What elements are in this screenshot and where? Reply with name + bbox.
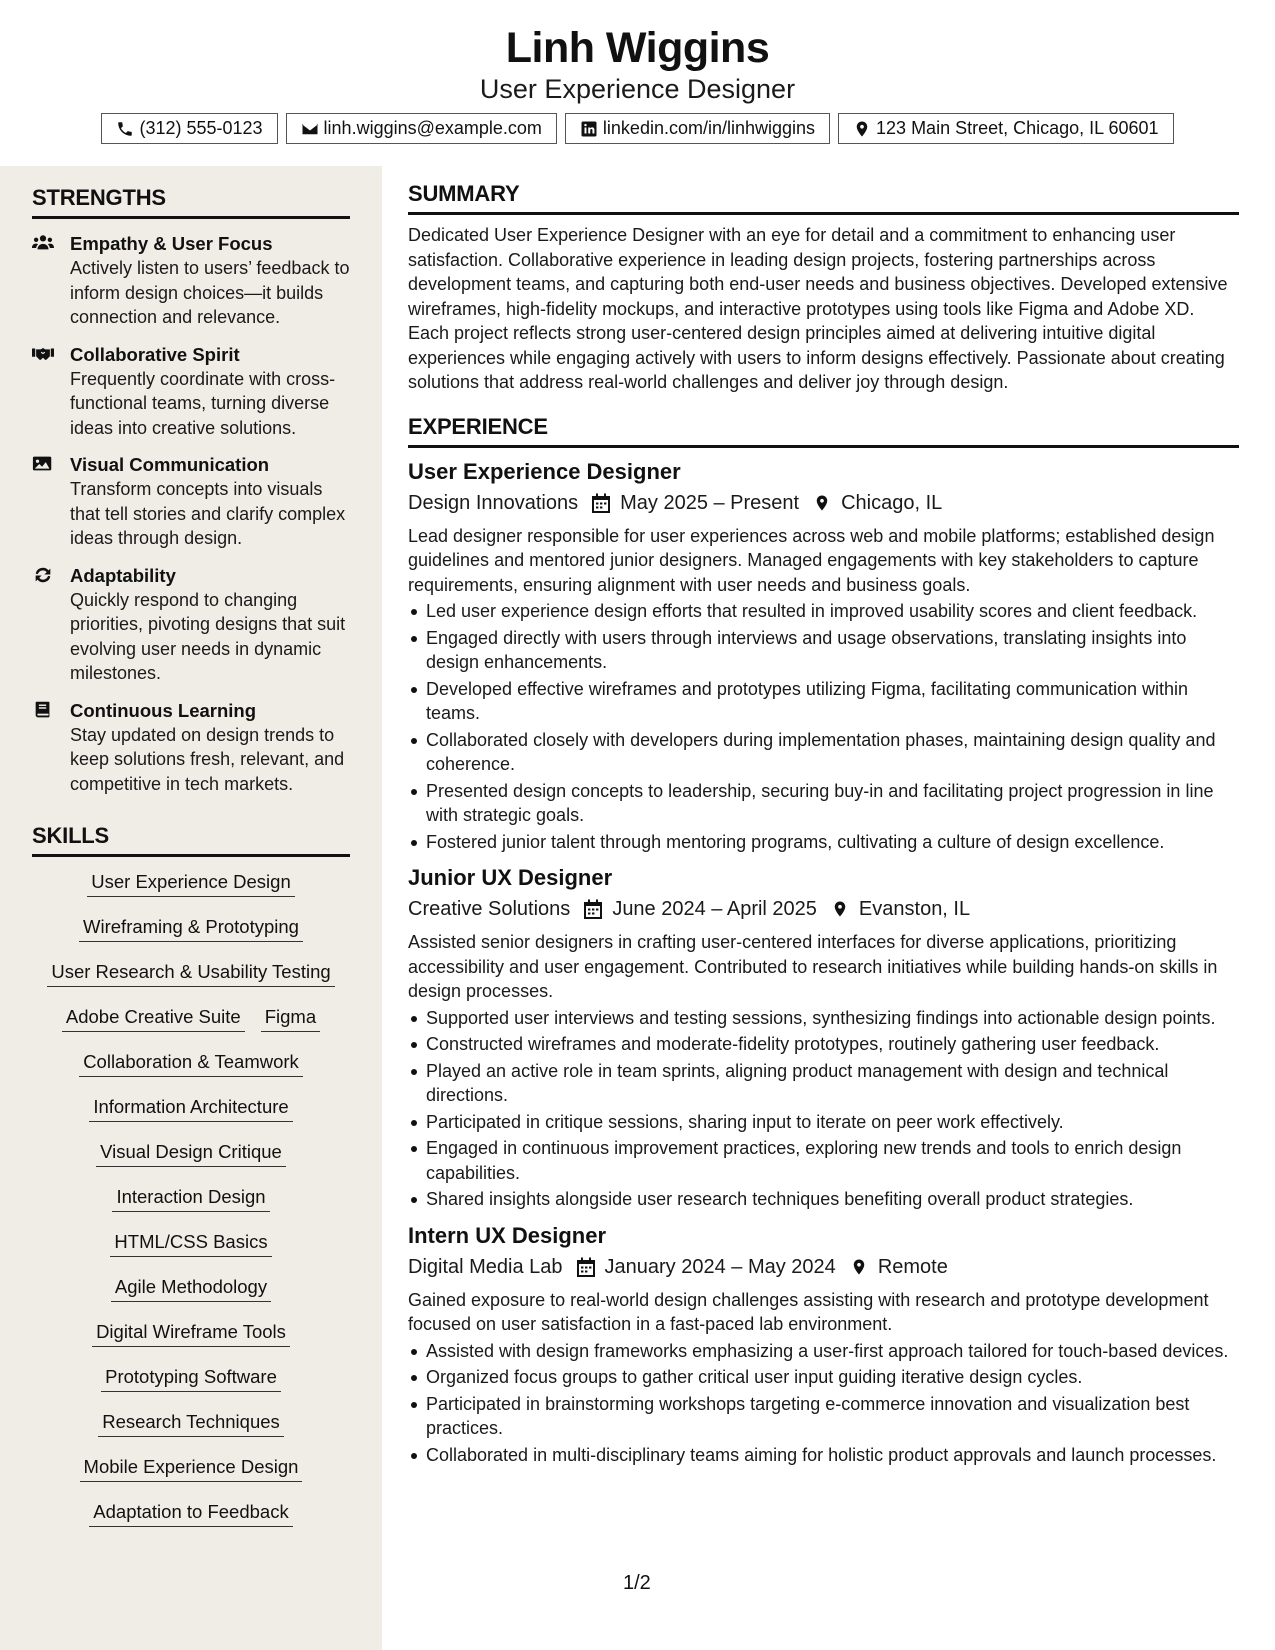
job-meta — [408, 1254, 1239, 1280]
calendar-icon — [584, 899, 602, 919]
job-bullet: Collaborated closely with developers during implementation phases, maintaining design quality and coherence. — [408, 728, 1239, 777]
skill-tag: Information Architecture — [89, 1094, 292, 1122]
skill-tag: User Research & Usability Testing — [47, 959, 334, 987]
contact-phone-text: (312) 555-0123 — [139, 118, 263, 138]
skill-tag: Agile Methodology — [111, 1274, 271, 1302]
skill-tag: Wireframing & Prototyping — [79, 914, 303, 942]
contact-address-text: 123 Main Street, Chicago, IL 60601 — [876, 118, 1159, 138]
skill-tag: Visual Design Critique — [96, 1139, 286, 1167]
handshake-icon — [32, 344, 54, 364]
job-bullet: Developed effective wireframes and prototypes utilizing Figma, facilitating communication within teams. — [408, 677, 1239, 726]
map-pin-icon — [831, 899, 849, 919]
strength-desc: Stay updated on design trends to keep solutions fresh, relevant, and competitive in tech markets. — [70, 724, 345, 794]
job-bullet: Organized focus groups to gather critical user input guiding iterative design cycles. — [408, 1365, 1239, 1390]
job-title: Intern UX Designer — [408, 1222, 607, 1248]
job-company: Digital Media Lab — [408, 1255, 563, 1278]
skill-tag: HTML/CSS Basics — [110, 1229, 271, 1257]
strength-title: Empathy & User Focus — [70, 233, 273, 254]
skill-tag: User Experience Design — [87, 869, 294, 897]
skill-tag: Research Techniques — [98, 1409, 284, 1437]
main-column — [408, 180, 1239, 1467]
contact-email[interactable] — [286, 113, 557, 144]
job-entry — [408, 864, 1239, 1212]
summary-title: SUMMARY — [408, 180, 1239, 215]
skill-tag: Mobile Experience Design — [80, 1454, 303, 1482]
job-bullet: Presented design concepts to leadership, securing buy-in and facilitating project progression in line with strategic goals. — [408, 779, 1239, 828]
candidate-name: Linh Wiggins — [505, 24, 770, 72]
job-bullet: Supported user interviews and testing sessions, synthesizing findings into actionable design points. — [408, 1006, 1239, 1031]
map-pin-icon — [813, 493, 831, 513]
job-bullet: Fostered junior talent through mentoring programs, cultivating a culture of design excellence. — [408, 830, 1239, 855]
job-company: Design Innovations — [408, 491, 579, 514]
strength-title: Collaborative Spirit — [70, 343, 240, 365]
job-bullet: Engaged in continuous improvement practices, exploring new trends and tools to enrich design capabilities. — [408, 1136, 1239, 1185]
strength-item — [32, 698, 350, 797]
map-pin-icon — [850, 1257, 868, 1277]
users-icon — [32, 233, 54, 253]
strength-title: Continuous Learning — [70, 699, 257, 721]
strengths-title: STRENGTHS — [32, 184, 350, 219]
summary-text: Dedicated User Experience Designer with an eye for detail and a commitment to enhancing user satisfaction. Collaborative experience in leading design projects, fostering partnerships across development teams, and capturing both end-user needs and business objectives. Developed extensive wireframes, high-fidelity mockups, and interactive prototypes using tools like Figma and Adobe XD. Each project reflects strong user-centered design principles aimed at delivering intuitive digital experiences while engaging actively with users to inform designs effectively. Passionate about creating solutions that address real-world challenges and deliver joy through design. — [408, 225, 1228, 392]
job-bullet: Participated in brainstorming workshops targeting e-commerce innovation and visualization best practices. — [408, 1392, 1239, 1441]
job-bullet: Engaged directly with users through interviews and usage observations, translating insights into design enhancements. — [408, 626, 1239, 675]
strength-item — [32, 452, 350, 551]
job-description: Gained exposure to real-world design challenges assisting with research and prototype development focused on user satisfaction in a fast-paced lab environment. — [408, 1289, 1209, 1334]
skill-tag: Figma — [261, 1004, 320, 1032]
job-location: Remote — [877, 1255, 948, 1278]
job-bullet: Played an active role in team sprints, aligning product management with design and technical directions. — [408, 1059, 1239, 1108]
job-bullets — [408, 599, 1239, 854]
map-pin-icon — [853, 120, 871, 138]
contact-bar — [0, 113, 1275, 144]
skills-list — [32, 869, 350, 1544]
phone-icon — [116, 120, 134, 138]
page-number: 1/2 — [623, 1572, 651, 1594]
sync-icon — [32, 565, 54, 585]
skill-tag: Collaboration & Teamwork — [79, 1049, 303, 1077]
contact-linkedin[interactable] — [565, 113, 830, 144]
job-description: Assisted senior designers in crafting user-centered interfaces for diverse applications, prioritizing accessibility and user engagement. Contributed to research initiatives while building hands-on skills in design processes. — [408, 932, 1218, 1001]
job-bullets — [408, 1339, 1239, 1468]
job-bullet: Collaborated in multi-disciplinary teams aiming for holistic product approvals and launch processes. — [408, 1443, 1239, 1468]
job-entry — [408, 458, 1239, 855]
envelope-icon — [301, 120, 319, 138]
strength-item — [32, 563, 350, 686]
job-title: Junior UX Designer — [408, 865, 613, 890]
job-bullet: Constructed wireframes and moderate-fidelity prototypes, routinely gathering user feedback. — [408, 1032, 1239, 1057]
calendar-icon — [577, 1257, 595, 1277]
job-location: Chicago, IL — [841, 491, 943, 514]
job-company: Creative Solutions — [408, 898, 571, 920]
skill-tag: Adobe Creative Suite — [62, 1004, 245, 1032]
strength-desc: Quickly respond to changing priorities, pivoting designs that suit evolving user needs in dynamic milestones. — [70, 589, 346, 683]
job-bullet: Led user experience design efforts that resulted in improved usability scores and client feedback. — [408, 599, 1239, 624]
image-icon — [32, 454, 54, 474]
strength-desc: Actively listen to users’ feedback to inform design choices—it builds connection and relevance. — [70, 258, 350, 327]
contact-phone[interactable] — [101, 113, 277, 144]
job-bullet: Participated in critique sessions, sharing input to iterate on peer work effectively. — [408, 1110, 1239, 1135]
job-dates: January 2024 – May 2024 — [604, 1255, 836, 1278]
strength-title: Visual Communication — [70, 454, 270, 475]
sidebar — [0, 166, 382, 1650]
skill-tag: Interaction Design — [112, 1184, 269, 1212]
contact-linkedin-text: linkedin.com/in/linhwiggins — [602, 118, 816, 138]
job-bullet: Assisted with design frameworks emphasizing a user-first approach tailored for touch-based devices. — [408, 1339, 1239, 1364]
book-icon — [32, 700, 54, 720]
skill-tag: Digital Wireframe Tools — [92, 1319, 290, 1347]
contact-address[interactable] — [838, 113, 1174, 144]
job-entry — [408, 1222, 1239, 1468]
candidate-role: User Experience Designer — [479, 74, 796, 104]
skill-tag: Prototyping Software — [101, 1364, 281, 1392]
contact-email-text: linh.wiggins@example.com — [323, 118, 542, 138]
job-title: User Experience Designer — [408, 458, 681, 484]
experience-title: EXPERIENCE — [408, 413, 1239, 448]
job-location: Evanston, IL — [858, 898, 971, 920]
linkedin-icon — [580, 120, 598, 138]
skill-tag: Adaptation to Feedback — [89, 1499, 292, 1527]
skills-title: SKILLS — [32, 822, 350, 857]
job-bullet: Shared insights alongside user research techniques benefiting overall product strategies. — [408, 1187, 1239, 1212]
job-dates: May 2025 – Present — [620, 491, 800, 514]
strength-item — [32, 342, 350, 441]
job-description: Lead designer responsible for user experiences across web and mobile platforms; established design guidelines and mentored junior designers. Managed engagements with key stakeholders to capture requirements, ensuring alignment with user needs and business goals. — [408, 525, 1215, 595]
resume-header — [0, 0, 1275, 166]
strength-item — [32, 231, 350, 330]
job-meta — [408, 896, 1239, 922]
calendar-icon — [592, 493, 610, 513]
job-bullets — [408, 1006, 1239, 1212]
job-dates: June 2024 – April 2025 — [612, 898, 817, 920]
job-meta — [408, 490, 1239, 516]
strength-desc: Frequently coordinate with cross-functional teams, turning diverse ideas into creative solutions. — [70, 368, 336, 438]
strength-title: Adaptability — [70, 564, 176, 586]
strength-desc: Transform concepts into visuals that tell stories and clarify complex ideas through design. — [70, 479, 346, 548]
